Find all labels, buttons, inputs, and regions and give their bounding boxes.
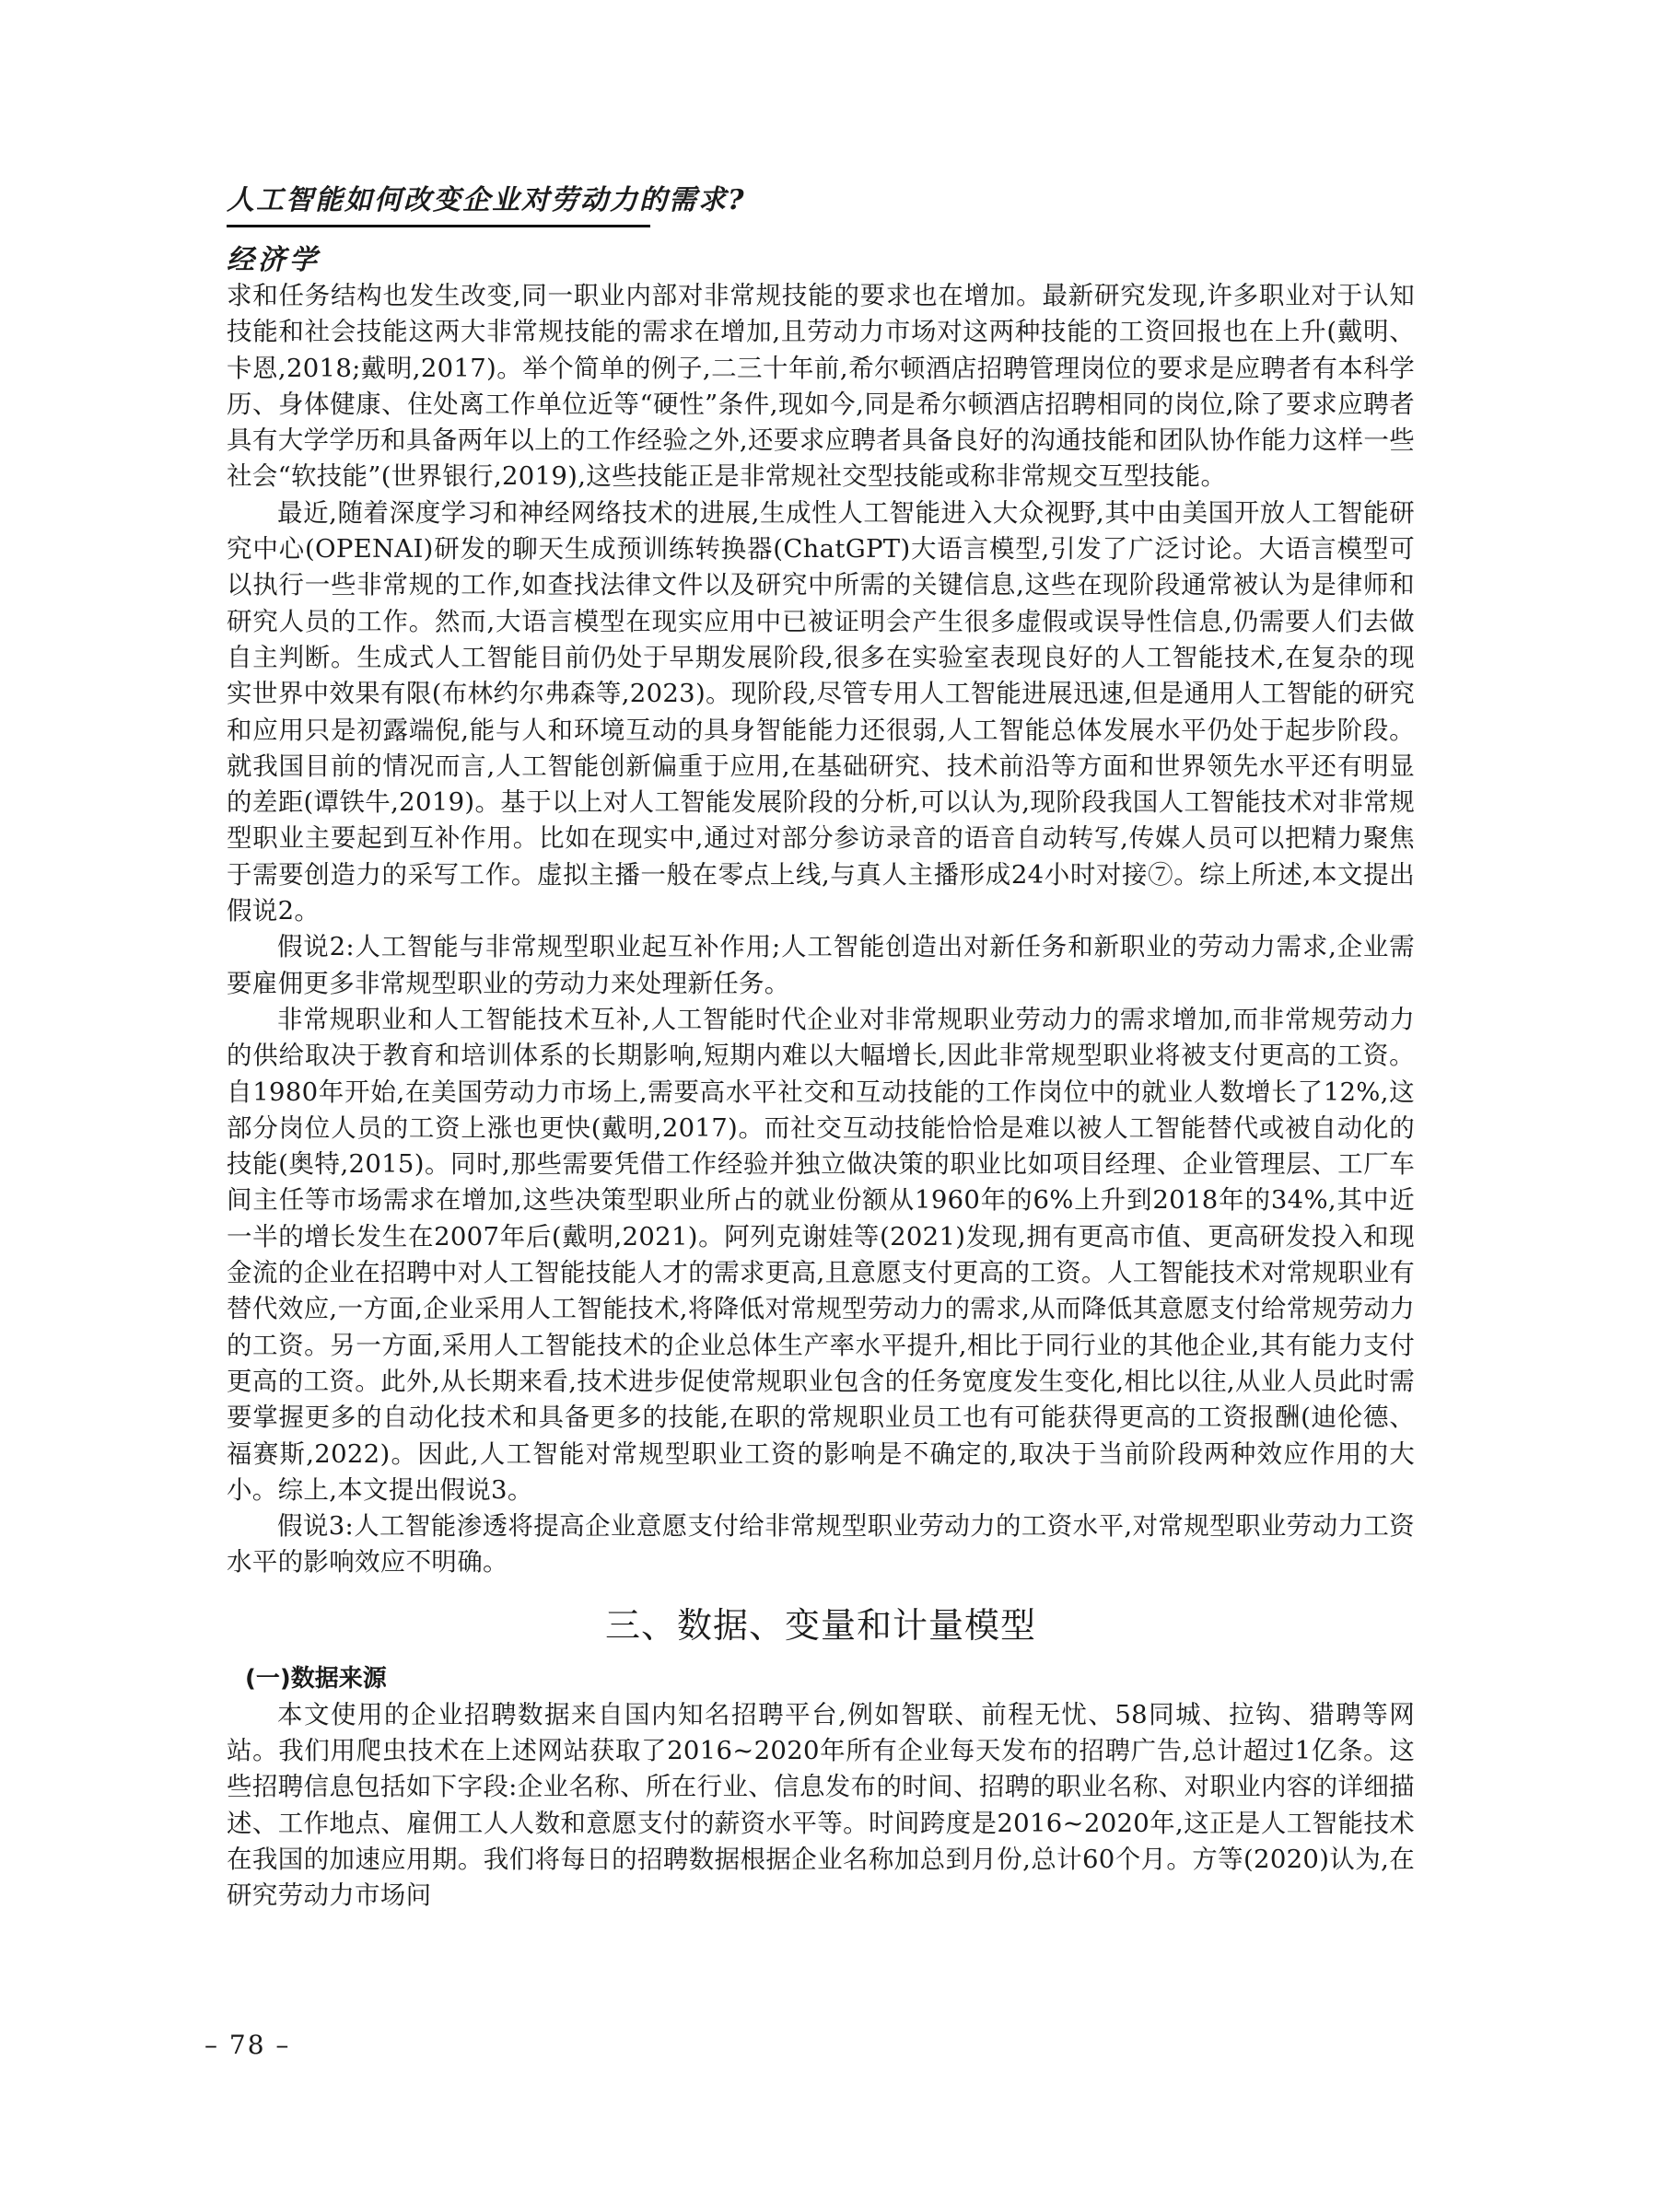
data-source-paragraph: 本文使用的企业招聘数据来自国内知名招聘平台,例如智联、前程无忧、58同城、拉钩、猎聘等网站。我们用爬虫技术在上述网站获取了2016~2020年所有企业每天发布的招聘广告,总计超过1亿条。这些招聘信息包括如下字段:企业名称、所在行业、信息发布的时间、招聘的职业名称、对职业内容的详细描述、工作地点、雇佣工人人数和意愿支付的薪资水平等。时间跨度是2016~2020年,这正是人工智能技术在我国的加速应用期。我们将每日的招聘数据根据企业名称加总到月份,总计60个月。方等(2020)认为,在研究劳动力市场问 bbox=[227, 1699, 1415, 1911]
running-header bbox=[227, 180, 746, 281]
hypothesis-3: 假说3:人工智能渗透将提高企业意愿支付给非常规型职业劳动力的工资水平,对常规型职业劳动力工资水平的影响效应不明确。 bbox=[227, 1511, 1415, 1578]
running-title: 人工智能如何改变企业对劳动力的需求? bbox=[227, 180, 650, 227]
subsection-heading: (一)数据来源 bbox=[245, 1664, 387, 1693]
body-paragraph-1: 求和任务结构也发生改变,同一职业内部对非常规技能的要求也在增加。最新研究发现,许多职业对于认知技能和社会技能这两大非常规技能的需求在增加,且劳动力市场对这两种技能的工资回报也在上升(戴明、卡恩,2018;戴明,2017)。举个简单的例子,二三十年前,希尔顿酒店招聘管理岗位的要求是应聘者有本科学历、身体健康、住处离工作单位近等“硬性”条件,现如今,同是希尔顿酒店招聘相同的岗位,除了要求应聘者具有大学学历和具备两年以上的工作经验之外,还要求应聘者具备良好的沟通技能和团队协作能力这样一些社会“软技能”(世界银行,2019),这些技能正是非常规社交型技能或称非常规交互型技能。 bbox=[227, 281, 1416, 492]
body-paragraph-3: 非常规职业和人工智能技术互补,人工智能时代企业对非常规职业劳动力的需求增加,而非常规劳动力的供给取决于教育和培训体系的长期影响,短期内难以大幅增长,因此非常规型职业将被支付更高的工资。自1980年开始,在美国劳动力市场上,需要高水平社交和互动技能的工作岗位中的就业人数增长了12%,这部分岗位人员的工资上涨也更快(戴明,2017)。而社交互动技能恰恰是难以被人工智能替代或被自动化的技能(奥特,2015)。同时,那些需要凭借工作经验并独立做决策的职业比如项目经理、企业管理层、工厂车间主任等市场需求在增加,这些决策型职业所占的就业份额从1960年的6%上升到2018年的34%,其中近一半的增长发生在2007年后(戴明,2021)。阿列克谢娃等(2021)发现,拥有更高市值、更高研发投入和现金流的企业在招聘中对人工智能技能人才的需求更高,且意愿支付更高的工资。人工智能技术对常规职业有替代效应,一方面,企业采用人工智能技术,将降低对常规型劳动力的需求,从而降低其意愿支付给常规劳动力的工资。另一方面,采用人工智能技术的企业总体生产率水平提升,相比于同行业的其他企业,其有能力支付更高的工资。此外,从长期来看,技术进步促使常规职业包含的任务宽度发生变化,相比以往,从业人员此时需要掌握更多的自动化技术和具备更多的技能,在职的常规职业员工也有可能获得更高的工资报酬(迪伦德、福赛斯,2022)。因此,人工智能对常规型职业工资的影响是不确定的,取决于当前阶段两种效应作用的大小。综上,本文提出假说3。 bbox=[227, 1004, 1415, 1505]
running-section-label: 经济学 bbox=[227, 244, 321, 276]
body-paragraph-2: 最近,随着深度学习和神经网络技术的进展,生成性人工智能进入大众视野,其中由美国开放人工智能研究中心(OPENAI)研发的聊天生成预训练转换器(ChatGPT)大语言模型,引发了广泛讨论。大语言模型可以执行一些非常规的工作,如查找法律文件以及研究中所需的关键信息,这些在现阶段通常被认为是律师和研究人员的工作。然而,大语言模型在现实应用中已被证明会产生很多虚假或误导性信息,仍需要人们去做自主判断。生成式人工智能目前仍处于早期发展阶段,很多在实验室表现良好的人工智能技术,在复杂的现实世界中效果有限(布林约尔弗森等,2023)。现阶段,尽管专用人工智能进展迅速,但是通用人工智能的研究和应用只是初露端倪,能与人和环境互动的具身智能能力还很弱,人工智能总体发展水平仍处于起步阶段。就我国目前的情况而言,人工智能创新偏重于应用,在基础研究、技术前沿等方面和世界领先水平还有明显的差距(谭铁牛,2019)。基于以上对人工智能发展阶段的分析,可以认为,现阶段我国人工智能技术对非常规型职业主要起到互补作用。比如在现实中,通过对部分参访录音的语音自动转写,传媒人员可以把精力聚焦于需要创造力的采写工作。虚拟主播一般在零点上线,与真人主播形成24小时对接⑦。综上所述,本文提出假说2。 bbox=[227, 497, 1416, 926]
article-body bbox=[227, 278, 1415, 1914]
hypothesis-2: 假说2:人工智能与非常规型职业起互补作用;人工智能创造出对新任务和新职业的劳动力需求,企业需要雇佣更多非常规型职业的劳动力来处理新任务。 bbox=[227, 932, 1415, 998]
section-heading: 三、数据、变量和计量模型 bbox=[604, 1604, 1036, 1646]
page-number: – 78 – bbox=[204, 2030, 291, 2060]
